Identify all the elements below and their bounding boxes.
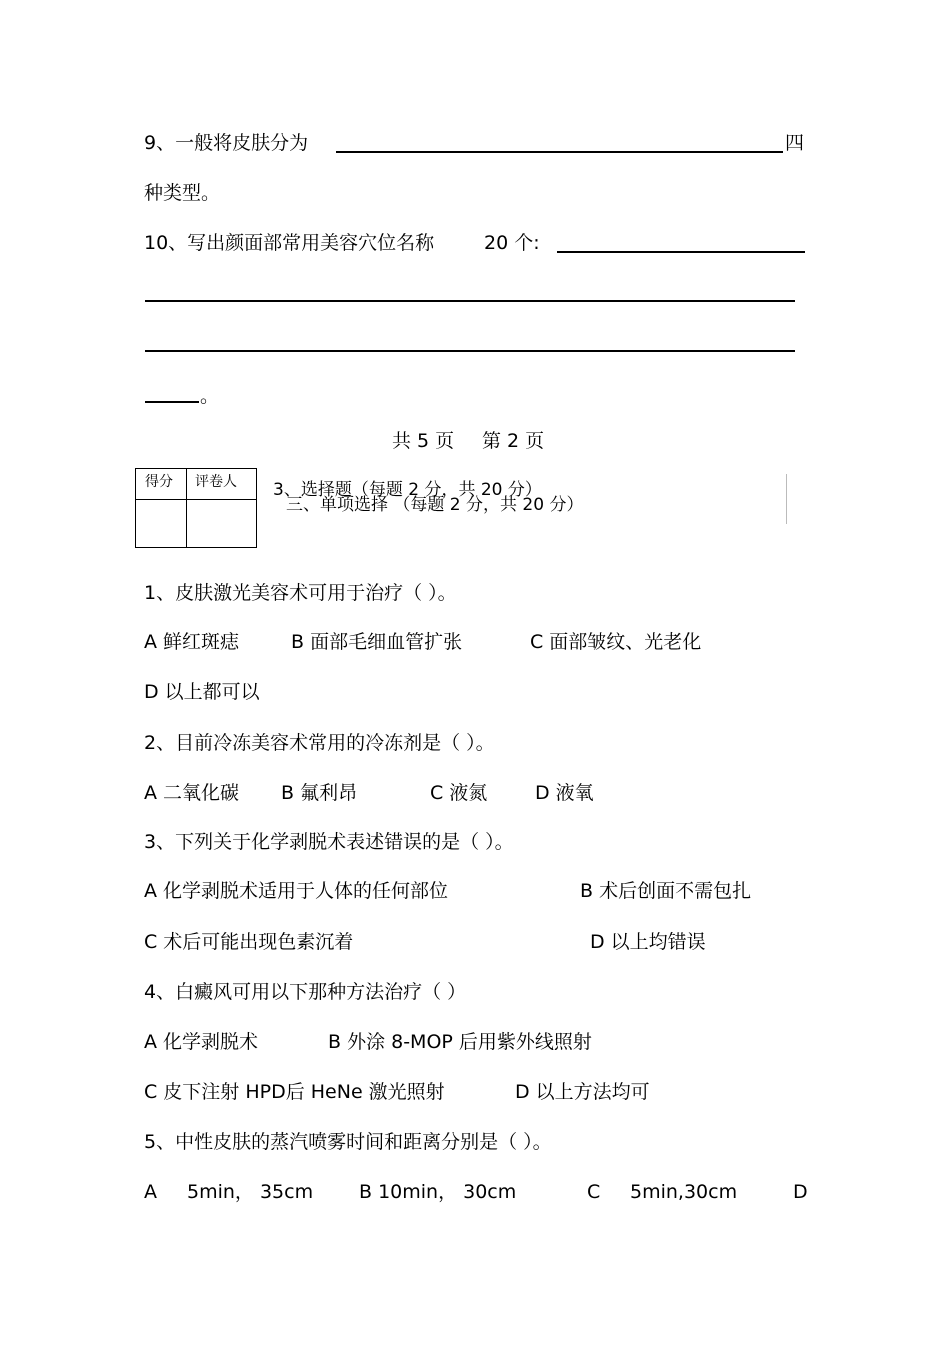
q10-end-mark: 。 bbox=[200, 385, 220, 407]
q5-option-a[interactable]: 5min， 35cm bbox=[187, 1181, 314, 1203]
q1-option-c[interactable]: C 面部皱纹、光老化 bbox=[530, 631, 702, 653]
q3-option-c[interactable]: C 术后可能出现色素沉着 bbox=[144, 931, 354, 953]
q10-answer-blank-1[interactable] bbox=[557, 251, 805, 253]
q10-answer-blank-3[interactable] bbox=[145, 350, 795, 352]
q10-stem: 10、写出颜面部常用美容穴位名称 bbox=[144, 232, 435, 254]
q3-option-a[interactable]: A 化学剥脱术适用于人体的任何部位 bbox=[144, 880, 449, 902]
q5-option-c[interactable]: 5min,30cm bbox=[630, 1181, 738, 1203]
q2-option-b[interactable]: B 氟利昂 bbox=[281, 782, 358, 804]
q2-stem: 2、目前冷冻美容术常用的冷冻剂是（ ）。 bbox=[144, 732, 495, 754]
q9-stem: 9、一般将皮肤分为 bbox=[144, 132, 309, 154]
score-table bbox=[135, 468, 257, 548]
page-total: 共 5 页 bbox=[392, 430, 455, 452]
q4-option-b[interactable]: B 外涂 8-MOP 后用紫外线照射 bbox=[328, 1031, 592, 1053]
q3-option-b[interactable]: B 术后创面不需包扎 bbox=[580, 880, 752, 902]
q9-answer-blank[interactable] bbox=[336, 151, 783, 153]
q10-answer-blank-4[interactable] bbox=[145, 401, 199, 403]
q5-option-a-label[interactable]: A bbox=[144, 1181, 157, 1203]
q4-stem: 4、白癜风可用以下那种方法治疗（ ） bbox=[144, 981, 467, 1003]
q4-option-c[interactable]: C 皮下注射 HPD后 HeNe 激光照射 bbox=[144, 1081, 445, 1103]
score-input-cell[interactable] bbox=[137, 500, 186, 547]
q1-option-d[interactable]: D 以上都可以 bbox=[144, 681, 260, 703]
q5-option-d-label[interactable]: D bbox=[793, 1181, 808, 1203]
q3-stem: 3、下列关于化学剥脱术表述错误的是（ ）。 bbox=[144, 831, 514, 853]
q1-stem: 1、皮肤激光美容术可用于治疗（ ）。 bbox=[144, 582, 457, 604]
section-title-overlay: 3、选择题（每题 2 分，共 20 分） bbox=[273, 480, 542, 500]
reviewer-input-cell[interactable] bbox=[187, 500, 256, 547]
q5-option-c-label[interactable]: C bbox=[587, 1181, 601, 1203]
page-current: 第 2 页 bbox=[482, 430, 545, 452]
q1-option-b[interactable]: B 面部毛细血管扩张 bbox=[291, 631, 463, 653]
q2-option-a[interactable]: A 二氧化碳 bbox=[144, 782, 240, 804]
q9-continuation: 种类型。 bbox=[144, 182, 221, 204]
section-title: 三、单项选择 （每题 2 分，共 20 分） bbox=[286, 495, 584, 515]
q5-option-b[interactable]: B 10min， 30cm bbox=[359, 1181, 517, 1203]
score-label: 得分 bbox=[145, 474, 173, 490]
reviewer-label: 评卷人 bbox=[195, 474, 237, 490]
q1-option-a[interactable]: A 鲜红斑痣 bbox=[144, 631, 240, 653]
divider bbox=[786, 474, 787, 524]
q9-tail: 四 bbox=[785, 132, 805, 154]
q10-count: 20 个: bbox=[484, 232, 540, 254]
q10-answer-blank-2[interactable] bbox=[145, 300, 795, 302]
q3-option-d[interactable]: D 以上均错误 bbox=[590, 931, 706, 953]
q2-option-c[interactable]: C 液氮 bbox=[430, 782, 488, 804]
q2-option-d[interactable]: D 液氧 bbox=[535, 782, 594, 804]
q4-option-d[interactable]: D 以上方法均可 bbox=[515, 1081, 650, 1103]
q5-stem: 5、中性皮肤的蒸汽喷雾时间和距离分别是（ ）。 bbox=[144, 1131, 552, 1153]
q4-option-a[interactable]: A 化学剥脱术 bbox=[144, 1031, 259, 1053]
